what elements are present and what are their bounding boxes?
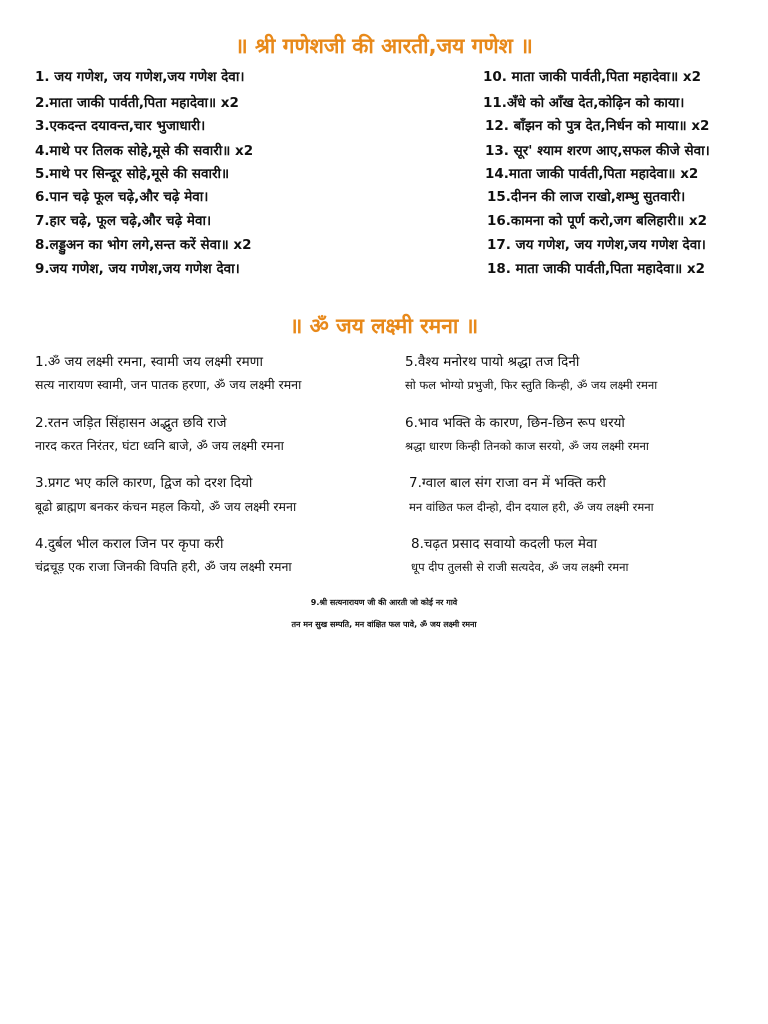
lakshmi-verse-6-line2: श्रद्धा धारण किन्ही तिनको काज सरयो, ॐ जय लक्ष्मी रमना xyxy=(405,439,649,453)
lakshmi-verse-4-line2: चंद्रचूड़ एक राजा जिनकी विपति हरी, ॐ जय लक्ष्मी रमना xyxy=(35,559,292,574)
ganesh-verse-2: 2.माता जाकी पार्वती,पिता महादेवा॥ x2 xyxy=(35,95,239,111)
ganesh-aarti-title: ॥ श्री गणेशजी की आरती,जय गणेश ॥ xyxy=(235,34,533,58)
ganesh-verse-1: 1. जय गणेश, जय गणेश,जय गणेश देवा। xyxy=(35,69,245,85)
ganesh-verse-16: 16.कामना को पूर्ण करो,जग बलिहारी॥ x2 xyxy=(487,213,707,229)
ganesh-verse-10: 10. माता जाकी पार्वती,पिता महादेवा॥ x2 xyxy=(483,69,701,85)
lakshmi-verse-7-line1: 7.ग्वाल बाल संग राजा वन में भक्ति करी xyxy=(409,475,606,491)
lakshmi-verse-2-line1: 2.रतन जड़ित सिंहासन अद्भुत छवि राजे xyxy=(35,415,227,431)
ganesh-verse-9: 9.जय गणेश, जय गणेश,जय गणेश देवा। xyxy=(35,261,240,277)
lakshmi-verse-3-line1: 3.प्रगट भए कलि कारण, द्विज को दरश दियो xyxy=(35,475,253,491)
lakshmi-verse-8-line2: धूप दीप तुलसी से राजी सत्यदेव, ॐ जय लक्ष्मी रमना xyxy=(411,560,629,574)
ganesh-verse-14: 14.माता जाकी पार्वती,पिता महादेवा॥ x2 xyxy=(485,166,699,182)
lakshmi-aarti-title: ॥ ॐ जय लक्ष्मी रमना ॥ xyxy=(289,314,479,338)
lakshmi-verse-9-line2: तन मन सुख सम्पति, मन वांक्षित फल पावे, ॐ जय लक्ष्मी रमना xyxy=(291,620,477,629)
lakshmi-verse-7-line2: मन वांछित फल दीन्हो, दीन दयाल हरी, ॐ जय लक्ष्मी रमना xyxy=(409,500,654,514)
ganesh-verse-11: 11.अँधे को आँख देत,कोढ़िन को काया। xyxy=(483,95,685,111)
ganesh-verse-4: 4.माथे पर तिलक सोहे,मूसे की सवारी॥ x2 xyxy=(35,143,254,159)
ganesh-verse-8: 8.लड्डुअन का भोग लगे,सन्त करें सेवा॥ x2 xyxy=(35,237,252,253)
ganesh-verse-18: 18. माता जाकी पार्वती,पिता महादेवा॥ x2 xyxy=(487,261,705,277)
lakshmi-verse-5-line1: 5.वैश्य मनोरथ पायो श्रद्धा तज दिनी xyxy=(405,354,580,370)
lakshmi-verse-4-line1: 4.दुर्बल भील कराल जिन पर कृपा करी xyxy=(35,536,224,552)
lakshmi-verse-5-line2: सो फल भोग्यो प्रभुजी, फिर स्तुति किन्ही, ॐ जय लक्ष्मी रमना xyxy=(405,378,658,392)
ganesh-verse-13: 13. सूर' श्याम शरण आए,सफल कीजे सेवा। xyxy=(485,143,710,159)
ganesh-verse-3: 3.एकदन्त दयावन्त,चार भुजाधारी। xyxy=(35,118,206,134)
lakshmi-verse-1-line2: सत्य नारायण स्वामी, जन पातक हरणा, ॐ जय लक्ष्मी रमना xyxy=(35,377,302,392)
lakshmi-verse-2-line2: नारद करत निरंतर, घंटा ध्वनि बाजे, ॐ जय लक्ष्मी रमना xyxy=(35,438,284,453)
lakshmi-verse-1-line1: 1.ॐ जय लक्ष्मी रमना, स्वामी जय लक्ष्मी रमणा xyxy=(35,354,263,370)
ganesh-verse-17: 17. जय गणेश, जय गणेश,जय गणेश देवा। xyxy=(487,237,706,253)
lakshmi-verse-8-line1: 8.चढ़त प्रसाद सवायो कदली फल मेवा xyxy=(411,536,597,552)
ganesh-verse-6: 6.पान चढ़े फूल चढ़े,और चढ़े मेवा। xyxy=(35,189,209,205)
lakshmi-verse-6-line1: 6.भाव भक्ति के कारण, छिन-छिन रूप धरयो xyxy=(405,415,625,431)
ganesh-verse-5: 5.माथे पर सिन्दूर सोहे,मूसे की सवारी॥ xyxy=(35,166,230,182)
ganesh-verse-15: 15.दीनन की लाज राखो,शम्भु सुतवारी। xyxy=(487,189,686,205)
ganesh-verse-12: 12. बाँझन को पुत्र देत,निर्धन को माया॥ x2 xyxy=(485,118,710,134)
lakshmi-verse-9-line1: 9.श्री सत्यनारायण जी की आरती जो कोई नर गावे xyxy=(310,598,458,607)
ganesh-verse-7: 7.हार चढ़े, फूल चढ़े,और चढ़े मेवा। xyxy=(35,213,212,229)
lakshmi-verse-3-line2: बूढो ब्राह्मण बनकर कंचन महल कियो, ॐ जय लक्ष्मी रमना xyxy=(35,499,297,514)
